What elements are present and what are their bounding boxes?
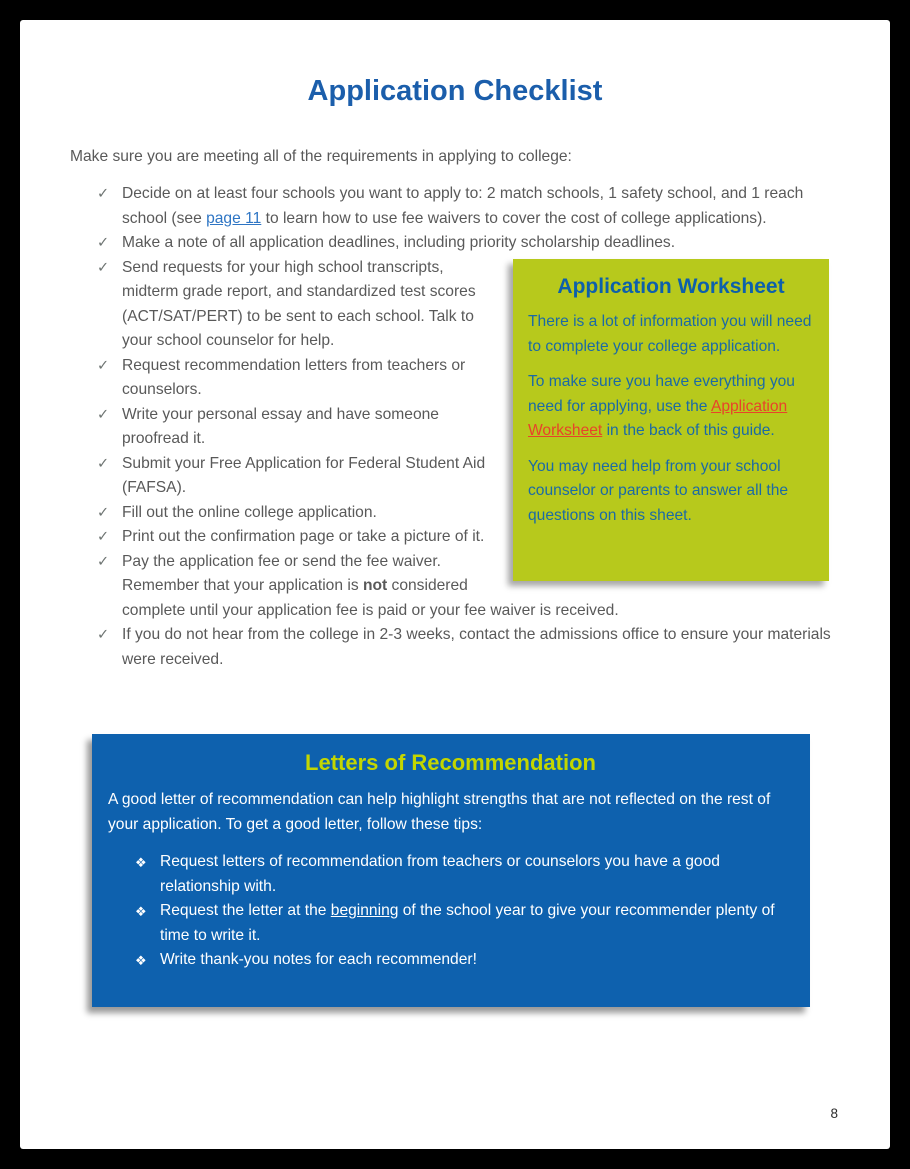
checklist-item bbox=[70, 525, 848, 550]
text-segment: Fill out the online college application. bbox=[122, 503, 377, 521]
page-11-link[interactable]: page 11 bbox=[206, 209, 262, 227]
text-segment: Write thank-you notes for each recommender! bbox=[160, 951, 477, 968]
checklist-main bbox=[70, 256, 848, 673]
text-segment: You may need help from your school counselor or parents to answer all the questions on this sheet. bbox=[528, 457, 789, 524]
text-segment: Print out the confirmation page or take a picture of it. bbox=[122, 528, 485, 545]
page-title: Application Checklist bbox=[307, 75, 603, 107]
text-segment: in the back of this guide. bbox=[602, 422, 775, 439]
intro-text: Make sure you are meeting all of the requirements in applying to college: bbox=[70, 148, 572, 165]
checklist-wrap-area bbox=[70, 256, 848, 673]
text-segment: Request recommendation letters from teachers or counselors. bbox=[122, 356, 466, 398]
recommendation-item bbox=[106, 899, 795, 948]
checklist-item bbox=[70, 550, 848, 624]
recommendation-intro: A good letter of recommendation can help highlight strengths that are not reflected on the rest of your application. To get a good letter, follow these tips: bbox=[108, 791, 771, 833]
letters-of-recommendation-box bbox=[92, 734, 810, 1007]
checklist-item bbox=[70, 256, 848, 354]
checklist-item bbox=[70, 182, 848, 231]
worksheet-box-title: Application Worksheet bbox=[557, 274, 785, 298]
checklist-item bbox=[70, 452, 848, 501]
checklist-item bbox=[70, 501, 848, 526]
text-segment: To make sure you have everything you need for applying, use the bbox=[528, 373, 795, 415]
text-segment: Pay the application fee or send the fee waiver. Remember that your application is bbox=[122, 552, 442, 594]
text-segment: There is a lot of information you will need to complete your college application. bbox=[528, 313, 812, 355]
recommendation-item bbox=[106, 850, 795, 899]
checklist-item bbox=[70, 623, 848, 672]
text-segment: Submit your Free Application for Federal Student Aid (FAFSA). bbox=[122, 454, 486, 496]
text-segment: Send requests for your high school transcripts, midterm grade report, and standardized test scores (ACT/SAT/PERT) to be sent to each school. Talk to your school counselor for help. bbox=[122, 258, 476, 349]
recommendation-item bbox=[106, 948, 795, 973]
recommendation-box-title: Letters of Recommendation bbox=[305, 750, 596, 775]
text-segment: to learn how to use fee waivers to cover the cost of college applications). bbox=[261, 209, 767, 227]
text-segment: If you do not hear from the college in 2-3 weeks, contact the admissions office to ensure your materials were received. bbox=[122, 626, 831, 668]
checklist-item bbox=[70, 354, 848, 403]
text-segment: Make a note of all application deadlines, including priority scholarship deadlines. bbox=[122, 234, 676, 251]
checklist-section bbox=[70, 182, 848, 672]
text-segment: Write your personal essay and have someone proofread it. bbox=[122, 405, 439, 447]
checklist-top bbox=[70, 182, 848, 256]
recommendation-list bbox=[106, 850, 795, 973]
document-page bbox=[20, 20, 890, 1149]
text-segment: Decide on at least four schools you want to apply to: 2 match schools, 1 safety school, and 1 reach school (see bbox=[122, 185, 804, 227]
application-worksheet-link[interactable]: Application Worksheet bbox=[528, 397, 788, 439]
text-segment: of the school year to give your recommender plenty of time to write it. bbox=[160, 902, 775, 944]
text-segment: beginning bbox=[330, 902, 399, 919]
text-segment: not bbox=[362, 577, 388, 594]
checklist-item bbox=[70, 231, 848, 256]
text-segment: considered complete until your application fee is paid or your fee waiver is received. bbox=[122, 577, 619, 619]
text-segment: Request the letter at the bbox=[160, 902, 331, 919]
checklist-item bbox=[70, 403, 848, 452]
text-segment: Request letters of recommendation from teachers or counselors you have a good relationship with. bbox=[160, 853, 720, 895]
page-number: 8 bbox=[830, 1106, 838, 1121]
